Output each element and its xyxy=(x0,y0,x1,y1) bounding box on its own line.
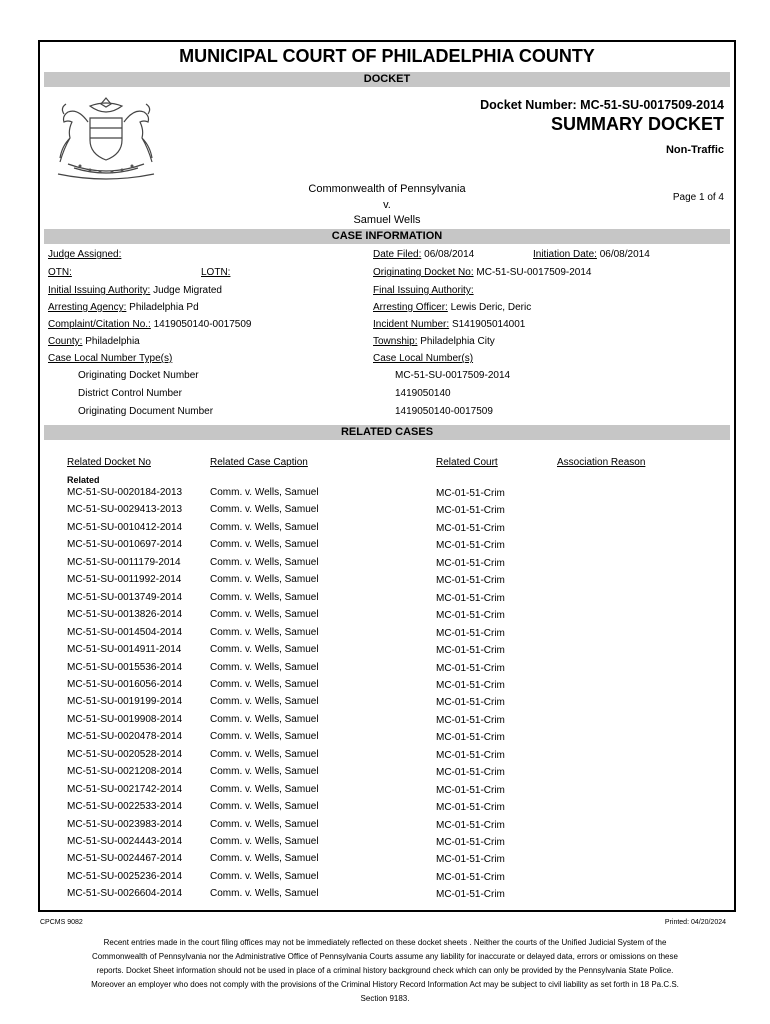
related-court: MC-01-51-Crim xyxy=(436,697,505,708)
related-case-caption: Comm. v. Wells, Samuel xyxy=(210,609,319,620)
col-association-reason: Association Reason xyxy=(557,457,646,468)
pennsylvania-seal-icon xyxy=(50,94,162,180)
related-docket-no: MC-51-SU-0019199-2014 xyxy=(67,696,183,707)
related-court: MC-01-51-Crim xyxy=(436,628,505,639)
related-court: MC-01-51-Crim xyxy=(436,593,505,604)
related-case-caption: Comm. v. Wells, Samuel xyxy=(210,714,319,725)
printed-date: Printed: 04/20/2024 xyxy=(664,919,726,926)
related-case-caption: Comm. v. Wells, Samuel xyxy=(210,574,319,585)
judge-assigned-label: Judge Assigned: xyxy=(48,249,122,260)
incident-field xyxy=(373,319,525,330)
otn-label: OTN: xyxy=(48,267,72,278)
related-court: MC-01-51-Crim xyxy=(436,750,505,761)
related-case-caption: Comm. v. Wells, Samuel xyxy=(210,679,319,690)
docket-number: Docket Number: MC-51-SU-0017509-2014 xyxy=(480,98,724,112)
related-docket-no: MC-51-SU-0010412-2014 xyxy=(67,522,183,533)
arresting-officer-value: Lewis Deric, Deric xyxy=(450,302,532,313)
related-court: MC-01-51-Crim xyxy=(436,802,505,813)
related-court: MC-01-51-Crim xyxy=(436,715,505,726)
related-case-caption: Comm. v. Wells, Samuel xyxy=(210,836,319,847)
local-number-1: MC-51-SU-0017509-2014 xyxy=(395,370,511,381)
arresting-agency-label: Arresting Agency: xyxy=(48,302,127,313)
date-filed-label: Date Filed: xyxy=(373,249,422,260)
related-case-caption: Comm. v. Wells, Samuel xyxy=(210,504,319,515)
initial-authority-value: Judge Migrated xyxy=(153,285,222,296)
related-docket-no: MC-51-SU-0015536-2014 xyxy=(67,662,183,673)
township-label: Township: xyxy=(373,336,418,347)
related-docket-no: MC-51-SU-0011992-2014 xyxy=(67,574,182,585)
related-case-caption: Comm. v. Wells, Samuel xyxy=(210,784,319,795)
related-case-caption: Comm. v. Wells, Samuel xyxy=(210,557,319,568)
related-docket-no: MC-51-SU-0024443-2014 xyxy=(67,836,183,847)
related-court: MC-01-51-Crim xyxy=(436,820,505,831)
originating-docket-value: MC-51-SU-0017509-2014 xyxy=(476,267,592,278)
caption-line-3: Samuel Wells xyxy=(353,214,421,226)
local-number-2: 1419050140 xyxy=(395,388,451,399)
related-docket-no: MC-51-SU-0020184-2013 xyxy=(67,487,183,498)
related-case-caption: Comm. v. Wells, Samuel xyxy=(210,731,319,742)
related-cases-band: RELATED CASES xyxy=(44,425,730,440)
related-court: MC-01-51-Crim xyxy=(436,575,505,586)
date-filed-value: 06/08/2014 xyxy=(424,249,475,260)
related-court: MC-01-51-Crim xyxy=(436,523,505,534)
local-type-1: Originating Docket Number xyxy=(78,370,199,381)
docket-frame xyxy=(38,40,736,912)
related-case-caption: Comm. v. Wells, Samuel xyxy=(210,644,319,655)
originating-docket-field xyxy=(373,267,591,278)
related-docket-no: MC-51-SU-0013826-2014 xyxy=(67,609,183,620)
related-docket-no: MC-51-SU-0014504-2014 xyxy=(67,627,183,638)
related-court: MC-01-51-Crim xyxy=(436,680,505,691)
related-docket-no: MC-51-SU-0016056-2014 xyxy=(67,679,183,690)
related-court: MC-01-51-Crim xyxy=(436,540,505,551)
incident-value: S141905014001 xyxy=(451,319,526,330)
related-docket-no: MC-51-SU-0013749-2014 xyxy=(67,592,183,603)
final-authority-label: Final Issuing Authority: xyxy=(373,285,474,296)
page-indicator: Page 1 of 4 xyxy=(672,192,724,203)
related-court: MC-01-51-Crim xyxy=(436,663,505,674)
related-docket-no: MC-51-SU-0026604-2014 xyxy=(67,888,183,899)
initiation-date-label: Initiation Date: xyxy=(533,249,597,260)
col-related-caption: Related Case Caption xyxy=(210,457,308,468)
related-court: MC-01-51-Crim xyxy=(436,732,505,743)
related-court: MC-01-51-Crim xyxy=(436,558,505,569)
initial-authority-label: Initial Issuing Authority: xyxy=(48,285,151,296)
county-field xyxy=(48,336,140,347)
related-court: MC-01-51-Crim xyxy=(436,610,505,621)
related-docket-no: MC-51-SU-0020528-2014 xyxy=(67,749,183,760)
related-docket-no: MC-51-SU-0014911-2014 xyxy=(67,644,182,655)
incident-label: Incident Number: xyxy=(373,319,450,330)
initiation-date-value: 06/08/2014 xyxy=(599,249,650,260)
court-title: MUNICIPAL COURT OF PHILADELPHIA COUNTY xyxy=(179,46,595,66)
related-case-caption: Comm. v. Wells, Samuel xyxy=(210,871,319,882)
related-docket-no: MC-51-SU-0023983-2014 xyxy=(67,819,183,830)
related-case-caption: Comm. v. Wells, Samuel xyxy=(210,749,319,760)
case-information-band: CASE INFORMATION xyxy=(44,229,730,244)
local-number-3: 1419050140-0017509 xyxy=(395,406,493,417)
township-value: Philadelphia City xyxy=(420,336,495,347)
related-case-caption: Comm. v. Wells, Samuel xyxy=(210,487,319,498)
docket-band: DOCKET xyxy=(44,72,730,87)
related-case-caption: Comm. v. Wells, Samuel xyxy=(210,888,319,899)
case-kind: Non-Traffic xyxy=(665,144,724,156)
complaint-field xyxy=(48,319,252,330)
related-court: MC-01-51-Crim xyxy=(436,785,505,796)
county-value: Philadelphia xyxy=(85,336,140,347)
arresting-officer-label: Arresting Officer: xyxy=(373,302,448,313)
local-number-label: Case Local Number(s) xyxy=(373,353,474,364)
complaint-value: 1419050140-0017509 xyxy=(153,319,252,330)
related-case-caption: Comm. v. Wells, Samuel xyxy=(210,853,319,864)
township-field xyxy=(373,336,495,347)
related-docket-no: MC-51-SU-0021742-2014 xyxy=(67,784,183,795)
related-docket-no: MC-51-SU-0011179-2014 xyxy=(67,557,181,568)
related-case-caption: Comm. v. Wells, Samuel xyxy=(210,539,319,550)
local-type-label: Case Local Number Type(s) xyxy=(48,353,173,364)
related-docket-no: MC-51-SU-0025236-2014 xyxy=(67,871,183,882)
related-case-caption: Comm. v. Wells, Samuel xyxy=(210,627,319,638)
related-case-caption: Comm. v. Wells, Samuel xyxy=(210,766,319,777)
related-court: MC-01-51-Crim xyxy=(436,889,505,900)
local-type-2: District Control Number xyxy=(78,388,182,399)
initiation-date-field xyxy=(533,249,650,260)
originating-docket-label: Originating Docket No: xyxy=(373,267,474,278)
date-filed-field xyxy=(373,249,474,260)
related-case-caption: Comm. v. Wells, Samuel xyxy=(210,819,319,830)
related-docket-no: MC-51-SU-0029413-2013 xyxy=(67,504,183,515)
col-related-court: Related Court xyxy=(436,457,498,468)
related-case-caption: Comm. v. Wells, Samuel xyxy=(210,592,319,603)
related-docket-no: MC-51-SU-0021208-2014 xyxy=(67,766,183,777)
related-case-caption: Comm. v. Wells, Samuel xyxy=(210,696,319,707)
related-docket-no: MC-51-SU-0022533-2014 xyxy=(67,801,183,812)
arresting-officer-field xyxy=(373,302,531,313)
related-court: MC-01-51-Crim xyxy=(436,645,505,656)
lotn-label: LOTN: xyxy=(201,267,231,278)
related-court: MC-01-51-Crim xyxy=(436,872,505,883)
related-court: MC-01-51-Crim xyxy=(436,488,505,499)
related-case-caption: Comm. v. Wells, Samuel xyxy=(210,801,319,812)
initial-authority-field xyxy=(48,285,222,296)
summary-docket-title: SUMMARY DOCKET xyxy=(550,114,724,134)
related-court: MC-01-51-Crim xyxy=(436,854,505,865)
related-case-caption: Comm. v. Wells, Samuel xyxy=(210,662,319,673)
caption-line-2: v. xyxy=(383,199,391,211)
col-related-docket: Related Docket No xyxy=(67,457,151,468)
related-court: MC-01-51-Crim xyxy=(436,837,505,848)
related-docket-no: MC-51-SU-0019908-2014 xyxy=(67,714,183,725)
caption-line-1: Commonwealth of Pennsylvania xyxy=(308,183,466,195)
county-label: County: xyxy=(48,336,83,347)
related-docket-no: MC-51-SU-0010697-2014 xyxy=(67,539,183,550)
complaint-label: Complaint/Citation No.: xyxy=(48,319,151,330)
related-docket-no: MC-51-SU-0024467-2014 xyxy=(67,853,183,864)
arresting-agency-field xyxy=(48,302,199,313)
related-case-caption: Comm. v. Wells, Samuel xyxy=(210,522,319,533)
local-type-3: Originating Document Number xyxy=(78,406,214,417)
disclaimer: Recent entries made in the court filing offices may not be immediately reflected on these docket sheets . Neither the courts of the Unified Judicial System of the Commonwealth of Pennsylvania nor the Administrative Office of Pennsylvania Courts assume any liability for inaccurate or delayed data, errors or omissions on these reports. Docket Sheet information should not be used in place of a criminal history background check which can only be provided by the Pennsylvania State Police. Moreover an employer who does not comply with the provisions of the Criminal History Record Information Act may be subject to civil liability as set forth in 18 Pa.C.S. Section 9183. xyxy=(91,938,679,1003)
related-court: MC-01-51-Crim xyxy=(436,767,505,778)
form-id: CPCMS 9082 xyxy=(40,919,83,926)
related-court: MC-01-51-Crim xyxy=(436,505,505,516)
related-docket-no: MC-51-SU-0020478-2014 xyxy=(67,731,183,742)
arresting-agency-value: Philadelphia Pd xyxy=(129,302,199,313)
related-group-label: Related xyxy=(67,475,100,485)
